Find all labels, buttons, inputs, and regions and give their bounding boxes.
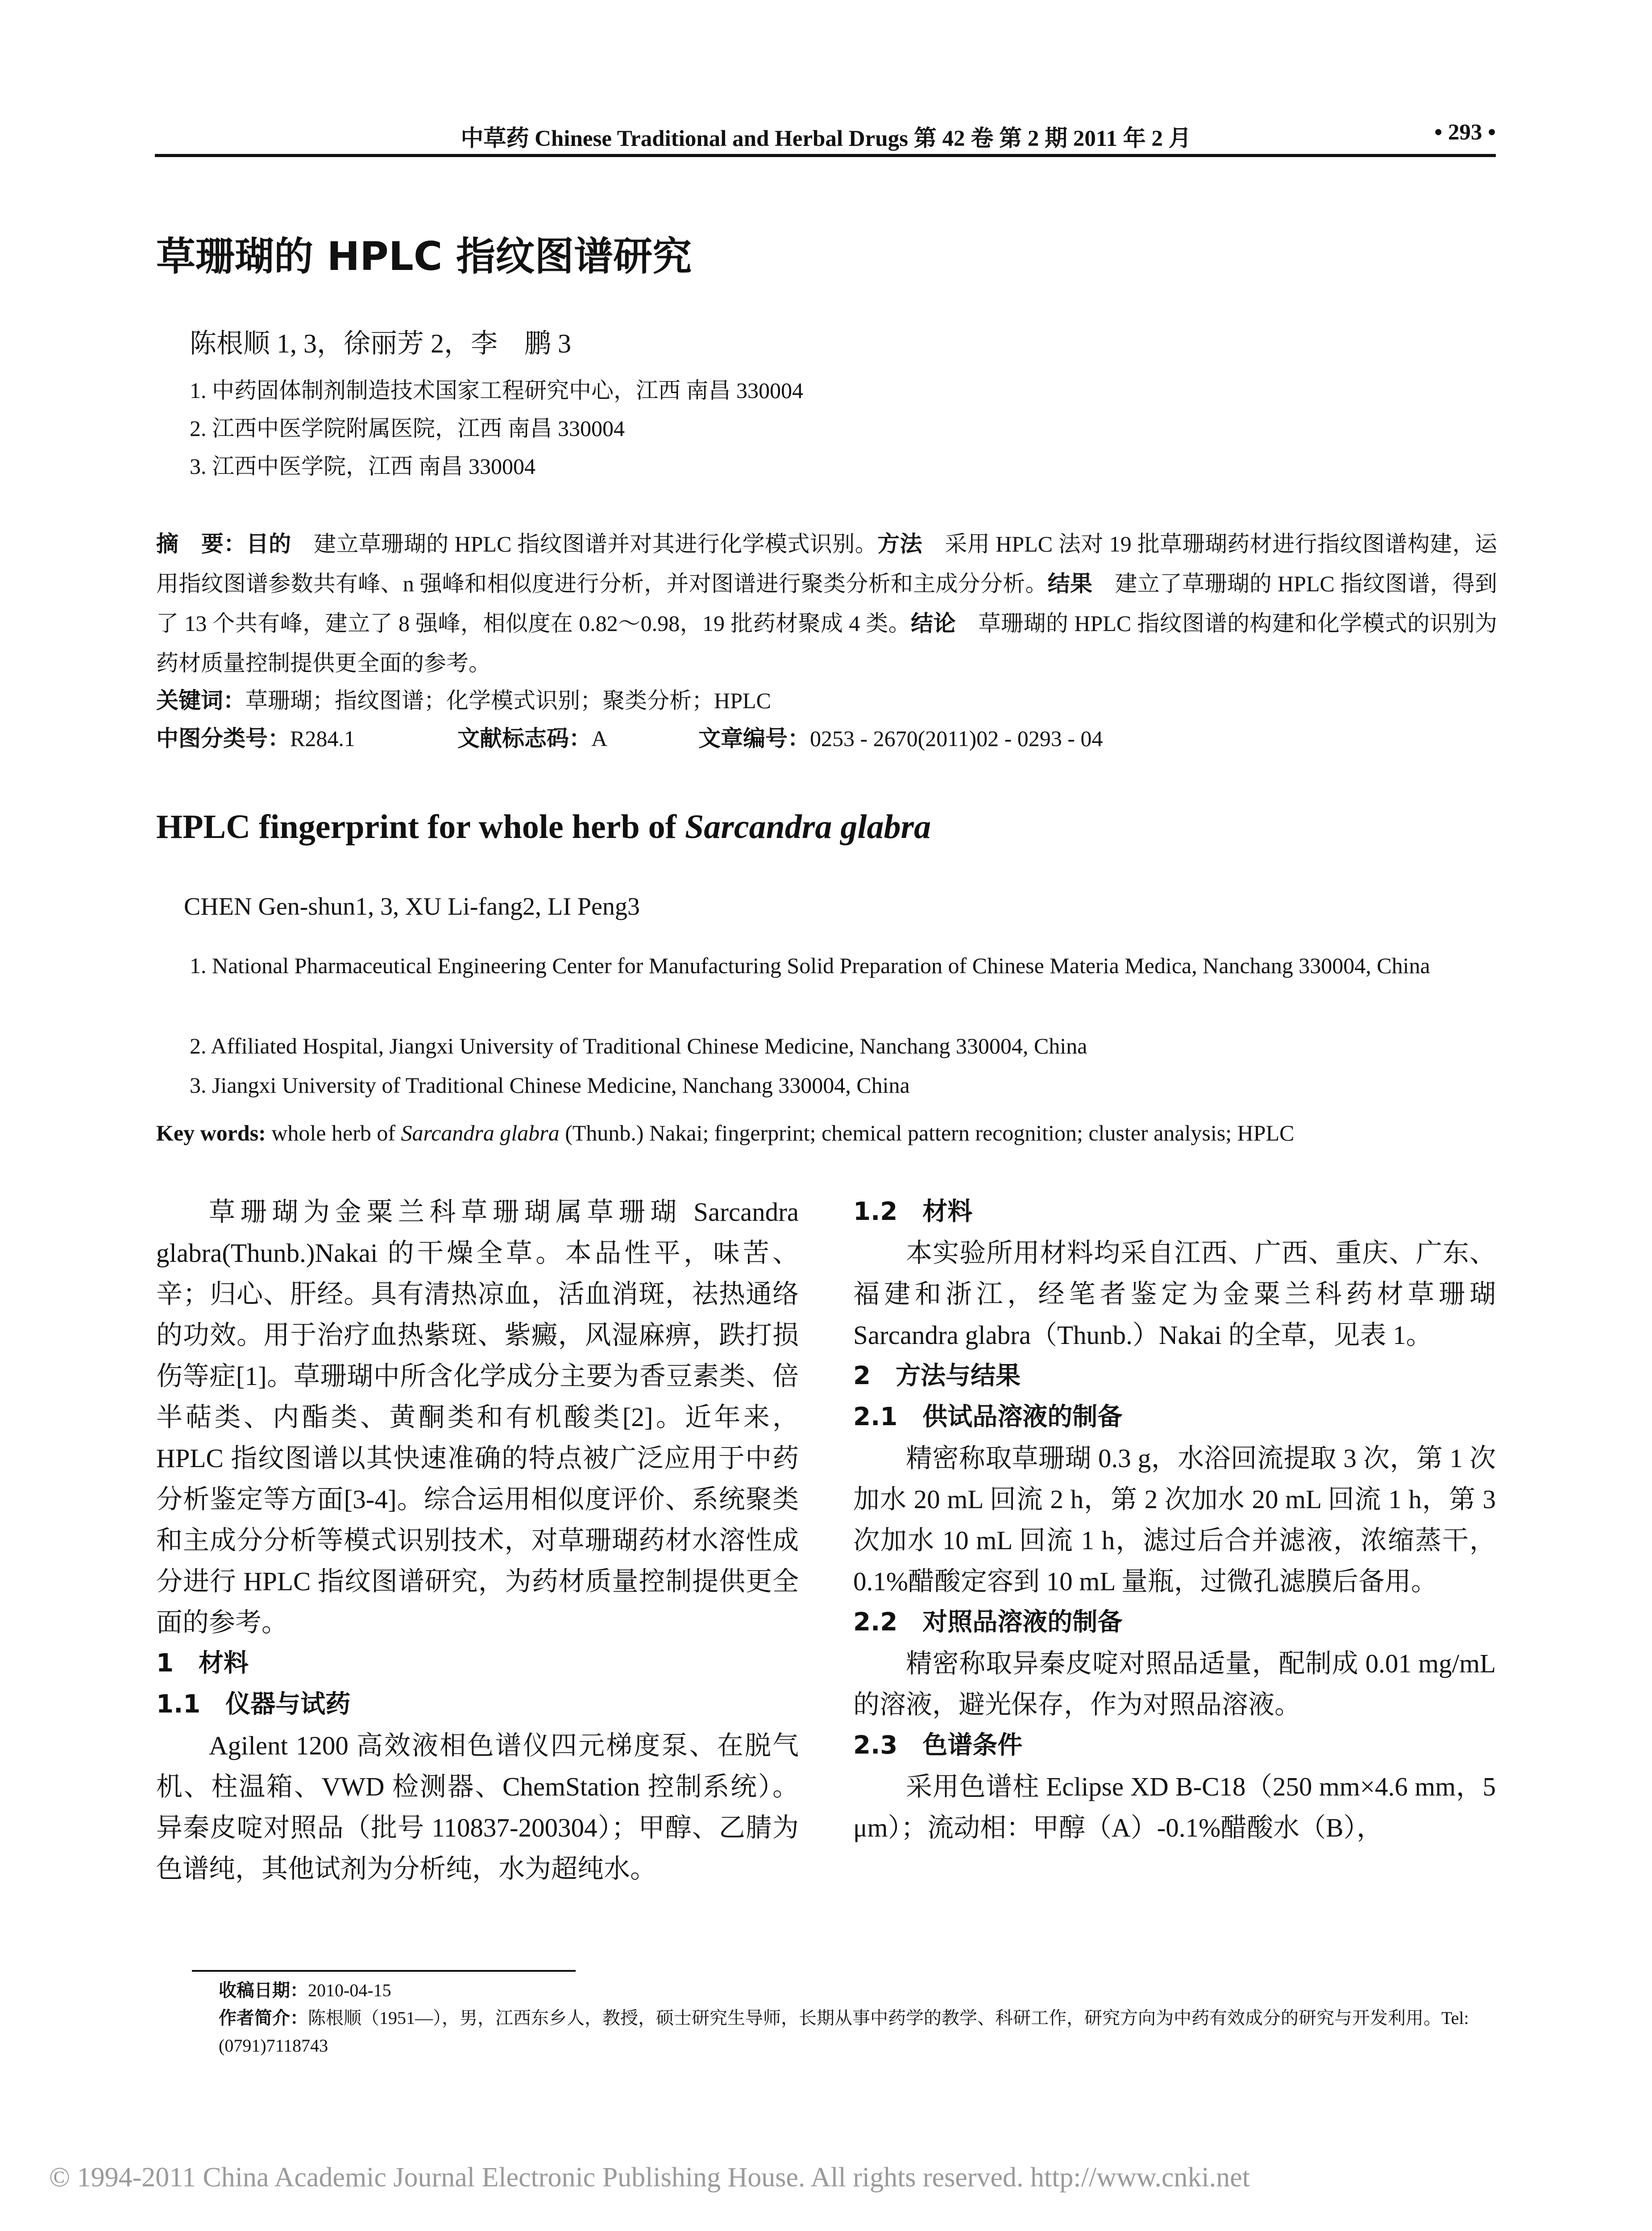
keywords-en-label: Key words: xyxy=(156,1120,266,1145)
section-1-1-heading: 1.1 仪器与试药 xyxy=(156,1690,351,1719)
title-en-prefix: HPLC fingerprint for whole herb of xyxy=(156,808,685,846)
section-1-2-heading: 1.2 材料 xyxy=(853,1197,973,1226)
keywords-en xyxy=(156,1120,1294,1146)
section-2-1-heading: 2.1 供试品溶液的制备 xyxy=(853,1402,1123,1431)
abstract-label: 摘 要： xyxy=(156,531,246,557)
conclusion-label: 结论 xyxy=(911,610,956,636)
objective-text: 建立草珊瑚的 HPLC 指纹图谱并对其进行化学模式识别。 xyxy=(313,531,878,556)
article-no-value: 0253 - 2670(2011)02 - 0293 - 04 xyxy=(810,726,1103,751)
abstract xyxy=(156,524,1497,683)
section-2-3-heading: 2.3 色谱条件 xyxy=(853,1731,1023,1760)
keywords-en-species: Sarcandra glabra xyxy=(401,1120,560,1145)
keywords-en-post: (Thunb.) Nakai; fingerprint; chemical pattern recognition; cluster analysis; HPLC xyxy=(559,1120,1295,1145)
authors-en: CHEN Gen-shun1, 3, XU Li-fang2, LI Peng3 xyxy=(184,893,640,921)
running-header: 中草药 Chinese Traditional and Herbal Drugs 第 42 卷 第 2 期 2011 年 2 月 xyxy=(461,126,1191,151)
received-label: 收稿日期： xyxy=(219,1980,308,2001)
clc-code: R284.1 xyxy=(290,726,355,751)
page-number: • 293 • xyxy=(1434,120,1496,145)
body-right-column xyxy=(853,1191,1496,1848)
doc-code-label: 文献标志码： xyxy=(457,726,591,751)
method-label: 方法 xyxy=(877,531,922,557)
section-2-3-text: 采用色谱柱 Eclipse XD B-C18（250 mm×4.6 mm，5 μm）；流动相：甲醇（A）-0.1%醋酸水（B）， xyxy=(853,1772,1496,1842)
section-2-1-text: 精密称取草珊瑚 0.3 g，水浴回流提取 3 次，第 1 次加水 20 mL 回流 2 h，第 2 次加水 20 mL 回流 1 h，第 3 次加水 10 mL 回流 1 h，滤过后合并滤液，浓缩蒸干，0.1%醋酸定容到 10 mL 量瓶，过微孔滤膜后备用。 xyxy=(853,1443,1496,1596)
affiliation-cn-2: 2. 江西中医学院附属医院，江西 南昌 330004 xyxy=(190,416,625,441)
affiliation-en-2: 2. Affiliated Hospital, Jiangxi University of Traditional Chinese Medicine, Nanchang 330004, China xyxy=(190,1033,1087,1058)
section-1-1-text: Agilent 1200 高效液相色谱仪四元梯度泵、在脱气机、柱温箱、VWD 检测器、ChemStation 控制系统）。异秦皮啶对照品（批号 110837-200304）；甲醇、乙腈为色谱纯，其他试剂为分析纯，水为超纯水。 xyxy=(156,1731,799,1883)
doc-code-value: A xyxy=(591,726,608,751)
section-2-2-text: 精密称取异秦皮啶对照品适量，配制成 0.01 mg/mL 的溶液，避光保存，作为对照品溶液。 xyxy=(853,1649,1496,1719)
received-date xyxy=(219,1977,1499,2004)
keywords-cn-text: 草珊瑚；指纹图谱；化学模式识别；聚类分析；HPLC xyxy=(245,688,771,713)
received-value: 2010-04-15 xyxy=(308,1980,391,2000)
section-2-2-heading: 2.2 对照品溶液的制备 xyxy=(853,1608,1123,1637)
paper-title-cn: 草珊瑚的 HPLC 指纹图谱研究 xyxy=(156,233,692,279)
doc-code xyxy=(457,721,607,753)
section-1-2-text: 本实验所用材料均采自江西、广西、重庆、广东、福建和浙江，经笔者鉴定为金粟兰科药材草珊瑚 Sarcandra glabra（Thunb.）Nakai 的全草，见表 1。 xyxy=(853,1238,1496,1350)
keywords-cn-label: 关键词： xyxy=(156,688,245,713)
author-bio xyxy=(219,2004,1499,2060)
conclusion-text: 草珊瑚的 HPLC 指纹图谱的构建和化学模式的识别为药材质量控制提供更全面的参考。 xyxy=(156,611,1498,676)
method-text: 采用 HPLC 法对 19 批草珊瑚药材进行指纹图谱构建，运用指纹图谱参数共有峰、n 强峰和相似度进行分析，并对图谱进行聚类分析和主成分分析。 xyxy=(156,531,1498,596)
affiliation-en-3: 3. Jiangxi University of Traditional Chinese Medicine, Nanchang 330004, China xyxy=(190,1073,910,1098)
result-text: 建立了草珊瑚的 HPLC 指纹图谱，得到了 13 个共有峰，建立了 8 强峰，相似度在 0.82～0.98，19 批药材聚成 4 类。 xyxy=(156,571,1498,636)
keywords-en-pre: whole herb of xyxy=(266,1120,401,1145)
footnote-rule xyxy=(192,1970,576,1972)
article-number xyxy=(698,721,1103,753)
bio-label: 作者简介： xyxy=(219,2008,308,2028)
copyright-notice: © 1994-2011 China Academic Journal Electronic Publishing House. All rights reserved. http://www.cnki.net xyxy=(49,2162,1250,2193)
clc-label: 中图分类号： xyxy=(156,726,290,751)
classification-line xyxy=(156,721,355,753)
title-en-species: Sarcandra glabra xyxy=(685,808,931,846)
footnotes xyxy=(219,1977,1499,2060)
article-no-label: 文章编号： xyxy=(698,726,810,751)
affiliation-en-1: 1. National Pharmaceutical Engineering Center for Manufacturing Solid Preparation of Chinese Materia Medica, Nanchang 330004, China xyxy=(190,953,1430,978)
affiliation-cn-3: 3. 江西中医学院，江西 南昌 330004 xyxy=(190,454,535,479)
objective-label: 目的 xyxy=(246,531,291,557)
affiliation-cn-1: 1. 中药固体制剂制造技术国家工程研究中心，江西 南昌 330004 xyxy=(190,378,803,403)
keywords-cn xyxy=(156,683,771,715)
header-rule xyxy=(155,154,1496,157)
bio-text: 陈根顺（1951—），男，江西东乡人，教授，硕士研究生导师，长期从事中药学的教学、科研工作，研究方向为中药有效成分的研究与开发利用。Tel: (0791)7118743 xyxy=(219,2008,1469,2056)
section-1-heading: 1 材料 xyxy=(156,1649,249,1678)
result-label: 结果 xyxy=(1047,571,1093,597)
authors-cn: 陈根顺 1, 3，徐丽芳 2，李 鹏 3 xyxy=(190,329,571,358)
section-2-heading: 2 方法与结果 xyxy=(853,1361,1021,1390)
paper-title-en xyxy=(156,808,931,846)
intro-paragraph: 草珊瑚为金粟兰科草珊瑚属草珊瑚 Sarcandra glabra(Thunb.)Nakai 的干燥全草。本品性平，味苦、辛；归心、肝经。具有清热凉血，活血消斑，祛热通络的功效。用于治疗血热紫斑、紫癜，风湿麻痹，跌打损伤等症[1]。草珊瑚中所含化学成分主要为香豆素类、倍半萜类、内酯类、黄酮类和有机酸类[2]。近年来，HPLC 指纹图谱以其快速准确的特点被广泛应用于中药分析鉴定等方面[3-4]。综合运用相似度评价、系统聚类和主成分分析等模式识别技术，对草珊瑚药材水溶性成分进行 HPLC 指纹图谱研究，为药材质量控制提供更全面的参考。 xyxy=(156,1197,799,1637)
body-left-column xyxy=(156,1191,799,1889)
